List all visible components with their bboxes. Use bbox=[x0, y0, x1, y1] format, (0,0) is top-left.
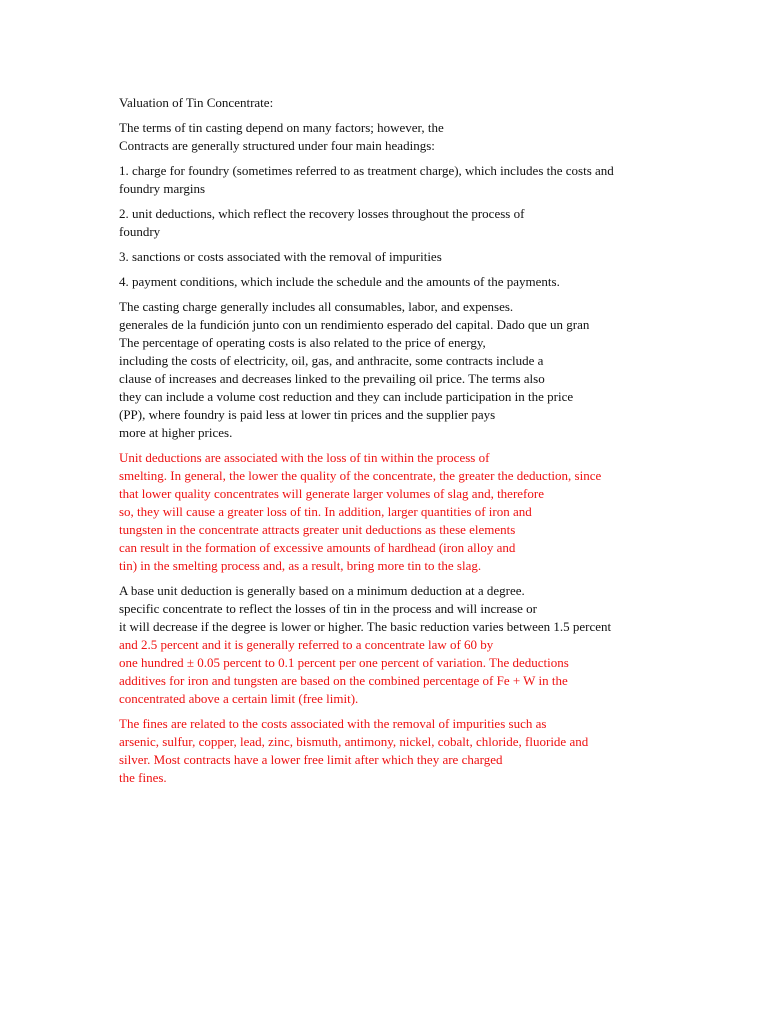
text-line: A base unit deduction is generally based on a minimum deduction at a degree. bbox=[119, 583, 525, 598]
text-line: foundry bbox=[119, 224, 161, 239]
text-line: clause of increases and decreases linked to the prevailing oil price. The terms also bbox=[119, 371, 545, 386]
text-line: 4. payment conditions, which include the schedule and the amounts of the payments. bbox=[119, 274, 560, 289]
casting-charge-paragraph bbox=[119, 298, 679, 442]
list-item-foundry-charge bbox=[119, 162, 679, 198]
highlighted-text-line: that lower quality concentrates will generate larger volumes of slag and, therefore bbox=[119, 486, 544, 501]
text-line: 2. unit deductions, which reflect the recovery losses throughout the process of bbox=[119, 206, 525, 221]
highlighted-text-line: tin) in the smelting process and, as a result, bring more tin to the slag. bbox=[119, 558, 482, 573]
highlighted-text-line: can result in the formation of excessive amounts of hardhead (iron alloy and bbox=[119, 540, 516, 555]
text-line: including the costs of electricity, oil, gas, and anthracite, some contracts include a bbox=[119, 353, 544, 368]
list-item-payment-conditions bbox=[119, 273, 679, 291]
text-line: generales de la fundición junto con un rendimiento esperado del capital. Dado que un gran bbox=[119, 317, 590, 332]
base-deduction-paragraph bbox=[119, 582, 679, 708]
text-line: they can include a volume cost reduction and they can include participation in the price bbox=[119, 389, 574, 404]
list-item-unit-deductions bbox=[119, 205, 679, 241]
highlighted-text-line: Unit deductions are associated with the loss of tin within the process of bbox=[119, 450, 490, 465]
fines-paragraph bbox=[119, 715, 679, 787]
text-line: Contracts are generally structured under four main headings: bbox=[119, 138, 435, 153]
title-text: Valuation of Tin Concentrate: bbox=[119, 95, 274, 110]
text-line: The percentage of operating costs is also related to the price of energy, bbox=[119, 335, 486, 350]
highlighted-text-line: tungsten in the concentrate attracts greater unit deductions as these elements bbox=[119, 522, 516, 537]
text-line: foundry margins bbox=[119, 181, 206, 196]
text-line: it will decrease if the degree is lower or higher. The basic reduction varies between 1.5 percent bbox=[119, 619, 612, 634]
highlighted-text-line: arsenic, sulfur, copper, lead, zinc, bismuth, antimony, nickel, cobalt, chloride, fluoride and bbox=[119, 734, 589, 749]
text-line: specific concentrate to reflect the losses of tin in the process and will increase or bbox=[119, 601, 538, 616]
text-line: The terms of tin casting depend on many factors; however, the bbox=[119, 120, 444, 135]
text-line: 1. charge for foundry (sometimes referred to as treatment charge), which includes the costs and bbox=[119, 163, 614, 178]
highlighted-text-line: and 2.5 percent and it is generally referred to a concentrate law of 60 by bbox=[119, 637, 494, 652]
document-body bbox=[119, 94, 679, 794]
highlighted-text-line: silver. Most contracts have a lower free limit after which they are charged bbox=[119, 752, 503, 767]
highlighted-text-line: concentrated above a certain limit (free limit). bbox=[119, 691, 359, 706]
highlighted-text-line: so, they will cause a greater loss of tin. In addition, larger quantities of iron and bbox=[119, 504, 532, 519]
highlighted-text-line: smelting. In general, the lower the quality of the concentrate, the greater the deduction, since bbox=[119, 468, 602, 483]
highlighted-text-line: the fines. bbox=[119, 770, 167, 785]
text-line: The casting charge generally includes all consumables, labor, and expenses. bbox=[119, 299, 514, 314]
highlighted-text-line: one hundred ± 0.05 percent to 0.1 percent per one percent of variation. The deductions bbox=[119, 655, 569, 670]
text-line: (PP), where foundry is paid less at lower tin prices and the supplier pays bbox=[119, 407, 496, 422]
list-item-sanctions bbox=[119, 248, 679, 266]
highlighted-text-line: additives for iron and tungsten are based on the combined percentage of Fe + W in the bbox=[119, 673, 568, 688]
highlighted-text-line: The fines are related to the costs associated with the removal of impurities such as bbox=[119, 716, 547, 731]
text-line: more at higher prices. bbox=[119, 425, 233, 440]
document-title bbox=[119, 94, 679, 112]
text-line: 3. sanctions or costs associated with the removal of impurities bbox=[119, 249, 442, 264]
intro-paragraph bbox=[119, 119, 679, 155]
unit-deductions-paragraph bbox=[119, 449, 679, 575]
